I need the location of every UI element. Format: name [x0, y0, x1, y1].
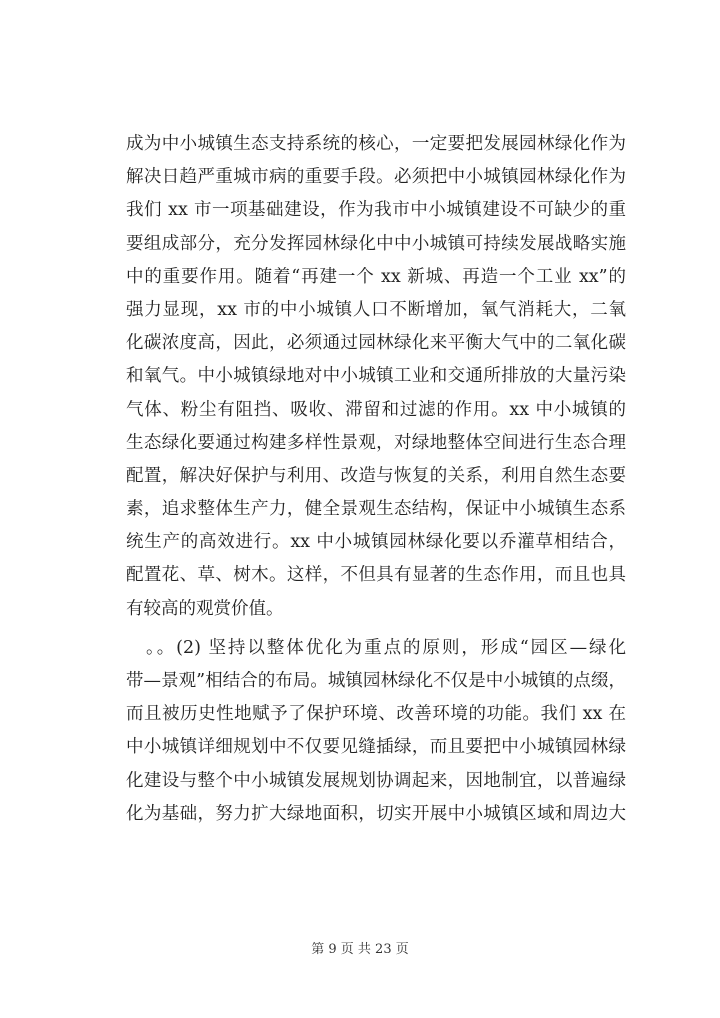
- text-line: 成为中小城镇生态支持系统的核心，一定要把发展园林绿化作为: [126, 134, 626, 154]
- text-line: 化建设与整个中小城镇发展规划协调起来，因地制宜，以普遍绿: [126, 770, 626, 791]
- text-line: 素，追求整体生产力，健全景观生态结构，保证中小城镇生态系: [126, 499, 626, 520]
- body-text: [126, 128, 626, 831]
- text-line: 我们 xx 市一项基础建设，作为我市中小城镇建设不可缺少的重: [126, 200, 626, 221]
- text-line: 。。(2) 坚持以整体优化为重点的原则，形成“园区—绿化: [146, 637, 626, 658]
- page-number-footer: 第 9 页 共 23 页: [311, 942, 409, 957]
- text-line: 配置花、草、树木。这样，不但具有显著的生态作用，而且也具: [126, 565, 626, 586]
- text-line: 要组成部分，充分发挥园林绿化中中小城镇可持续发展战略实施: [126, 233, 626, 254]
- text-line: 和氧气。中小城镇绿地对中小城镇工业和交通所排放的大量污染: [126, 366, 626, 387]
- text-line: 中小城镇详细规划中不仅要见缝插绿，而且要把中小城镇园林绿: [126, 737, 626, 758]
- text-line: 有较高的观赏价值。: [126, 598, 284, 619]
- text-line: 生态绿化要通过构建多样性景观，对绿地整体空间进行生态合理: [126, 432, 626, 453]
- text-line: 而且被历史性地赋予了保护环境、改善环境的功能。我们 xx 在: [126, 704, 626, 725]
- paragraph-1: [126, 128, 626, 626]
- text-line: 带—景观”相结合的布局。城镇园林绿化不仅是中小城镇的点缀，: [126, 671, 626, 691]
- text-line: 中的重要作用。随着“再建一个 xx 新城、再造一个工业 xx”的: [126, 266, 626, 287]
- text-line: 解决日趋严重城市病的重要手段。必须把中小城镇园林绿化作为: [126, 167, 626, 188]
- text-line: 配置，解决好保护与利用、改造与恢复的关系，利用自然生态要: [126, 465, 626, 486]
- text-line: 气体、粉尘有阻挡、吸收、滞留和过滤的作用。xx 中小城镇的: [126, 399, 626, 420]
- paragraph-2: [126, 632, 626, 831]
- text-line: 统生产的高效进行。xx 中小城镇园林绿化要以乔灌草相结合，: [126, 532, 626, 553]
- text-line: 化为基础，努力扩大绿地面积，切实开展中小城镇区域和周边大: [126, 803, 626, 824]
- text-line: 强力显现，xx 市的中小城镇人口不断增加，氧气消耗大，二氧: [126, 299, 626, 320]
- text-line: 化碳浓度高，因此，必须通过园林绿化来平衡大气中的二氧化碳: [126, 333, 626, 354]
